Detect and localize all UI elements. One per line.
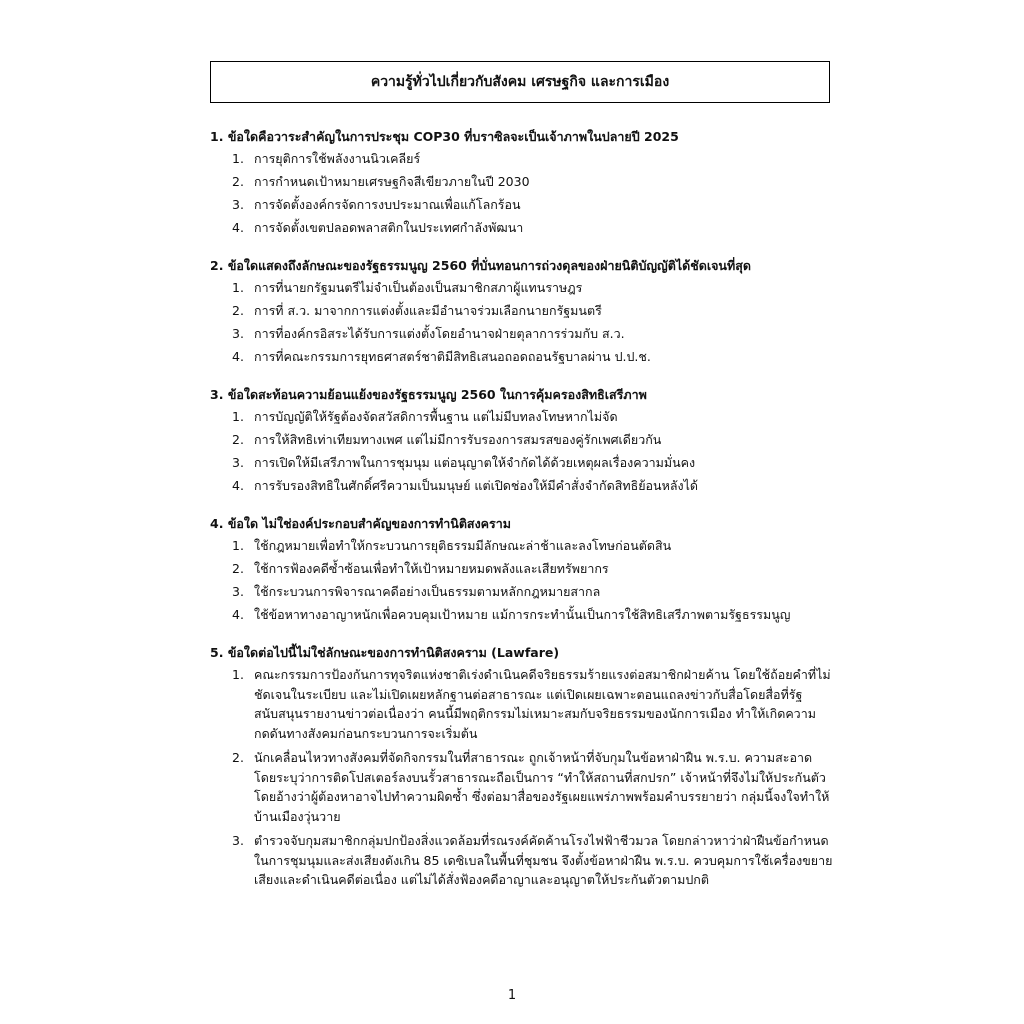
choice-text: การที่นายกรัฐมนตรีไม่จำเป็นต้องเป็นสมาชิกสภาผู้แทนราษฎร [254,280,583,295]
choice-item [210,195,835,215]
choice-text: การที่ ส.ว. มาจากการแต่งตั้งและมีอำนาจร่วมเลือกนายกรัฐมนตรี [254,303,602,318]
choice-text: ใช้ข้อหาทางอาญาหนักเพื่อควบคุมเป้าหมาย แม้การกระทำนั้นเป็นการใช้สิทธิเสรีภาพตามรัฐธรรมนูญ [254,607,791,622]
choice-item [210,559,835,579]
choice-text: การจัดตั้งองค์กรจัดการงบประมาณเพื่อแก้โลกร้อน [254,197,521,212]
choice-list [210,407,835,496]
choice-item [210,430,835,450]
choice-text: การจัดตั้งเขตปลอดพลาสติกในประเทศกำลังพัฒนา [254,220,524,235]
choice-text: ตำรวจจับกุมสมาชิกกลุ่มปกป้องสิ่งแวดล้อมที่รณรงค์คัดค้านโรงไฟฟ้าชีวมวล โดยกล่าวหาว่าฝ่าฝืนข้อกำหนดในการชุมนุมและส่งเสียงดังเกิน 85 เดซิเบลในพื้นที่ชุมชน จึงตั้งข้อหาฝ่าฝืน พ.ร.บ. ควบคุมการใช้เครื่องขยายเสียงและดำเนินคดีต่อเนื่อง แต่ไม่ได้สั่งฟ้องคดีอาญาและอนุญาตให้ประกันตัวตามปกติ [254,833,833,887]
choice-text: การยุติการใช้พลังงานนิวเคลียร์ [254,151,421,166]
choice-text: การที่คณะกรรมการยุทธศาสตร์ชาติมีสิทธิเสนอถอดถอนรัฐบาลผ่าน ป.ป.ช. [254,349,651,364]
question-title: 3. ข้อใดสะท้อนความย้อนแย้งของรัฐธรรมนูญ 2560 ในการคุ้มครองสิทธิเสรีภาพ [210,387,647,402]
choice-list [210,278,835,367]
choice-item [210,347,835,367]
choice-number: 2. [232,303,244,318]
choice-text: นักเคลื่อนไหวทางสังคมที่จัดกิจกรรมในที่สาธารณะ ถูกเจ้าหน้าที่จับกุมในข้อหาฝ่าฝืน พ.ร.บ. ความสะอาด โดยระบุว่าการติดโปสเตอร์ลงบนรั้วสาธารณะถือเป็นการ “ทำให้สถานที่สกปรก” เจ้าหน้าที่จึงไม่ให้ประกันตัวโดยอ้างว่าผู้ต้องหาอาจไปทำความผิดซ้ำ ซึ่งต่อมาสื่อของรัฐเผยแพร่ภาพพร้อมคำบรรยายว่า กลุ่มนี้จงใจทำให้บ้านเมืองวุ่นวาย [254,750,830,824]
choice-number: 1. [232,538,244,553]
choice-number: 2. [232,561,244,576]
choice-number: 1. [232,667,244,682]
choice-item [210,301,835,321]
choice-item [210,278,835,298]
choice-item [210,149,835,169]
choice-item [210,453,835,473]
question-1 [210,127,835,238]
choice-item [210,831,835,890]
choice-number: 4. [232,349,244,364]
choice-number: 1. [232,409,244,424]
choice-number: 2. [232,750,244,765]
choice-item [210,476,835,496]
choice-item [210,324,835,344]
choice-item [210,218,835,238]
question-title: 2. ข้อใดแสดงถึงลักษณะของรัฐธรรมนูญ 2560 ที่บั่นทอนการถ่วงดุลของฝ่ายนิติบัญญัติได้ชัดเจนที่สุด [210,258,751,273]
choice-item [210,536,835,556]
choice-text: ใช้กระบวนการพิจารณาคดีอย่างเป็นธรรมตามหลักกฎหมายสากล [254,584,601,599]
choice-item [210,605,835,625]
page-number: 1 [507,988,517,1003]
choice-text: การให้สิทธิเท่าเทียมทางเพศ แต่ไม่มีการรับรองการสมรสของคู่รักเพศเดียวกัน [254,432,662,447]
document-title: ความรู้ทั่วไปเกี่ยวกับสังคม เศรษฐกิจ และการเมือง [370,74,670,90]
choice-list [210,536,835,625]
question-title: 5. ข้อใดต่อไปนี้ไม่ใช่ลักษณะของการทำนิติสงคราม (Lawfare) [210,645,560,660]
question-list [210,127,835,908]
choice-number: 3. [232,326,244,341]
choice-text: ใช้กฎหมายเพื่อทำให้กระบวนการยุติธรรมมีลักษณะล่าช้าและลงโทษก่อนตัดสิน [254,538,672,553]
choice-text: การบัญญัติให้รัฐต้องจัดสวัสดิการพื้นฐาน แต่ไม่มีบทลงโทษหากไม่จัด [254,409,618,424]
question-5 [210,643,835,890]
choice-item [210,748,835,826]
choice-item [210,665,835,743]
choice-number: 3. [232,833,244,848]
question-4 [210,514,835,625]
choice-text: คณะกรรมการป้องกันการทุจริตแห่งชาติเร่งดำเนินคดีจริยธรรมร้ายแรงต่อสมาชิกฝ่ายค้าน โดยใช้ถ้อยคำที่ไม่ชัดเจนในระเบียบ และไม่เปิดเผยหลักฐานต่อสาธารณะ แต่เปิดเผยเฉพาะตอนแถลงข่าวกับสื่อโดยสื่อที่รัฐสนับสนุนรายงานข่าวต่อเนื่องว่า คนนี้มีพฤติกรรมไม่เหมาะสมกับจริยธรรมของนักการเมือง ทำให้เกิดความกดดันทางสังคมก่อนกระบวนการจะเริ่มต้น [254,667,831,741]
choice-number: 2. [232,174,244,189]
choice-list [210,665,835,890]
choice-text: การเปิดให้มีเสรีภาพในการชุมนุม แต่อนุญาตให้จำกัดได้ด้วยเหตุผลเรื่องความมั่นคง [254,455,696,470]
document-title-box [210,61,830,103]
choice-number: 1. [232,151,244,166]
choice-text: การรับรองสิทธิในศักดิ์ศรีความเป็นมนุษย์ แต่เปิดช่องให้มีคำสั่งจำกัดสิทธิย้อนหลังได้ [254,478,699,493]
question-title: 1. ข้อใดคือวาระสำคัญในการประชุม COP30 ที่บราซิลจะเป็นเจ้าภาพในปลายปี 2025 [210,129,679,144]
choice-item [210,407,835,427]
choice-number: 4. [232,478,244,493]
question-2 [210,256,835,367]
question-title: 4. ข้อใด ไม่ใช่องค์ประกอบสำคัญของการทำนิติสงคราม [210,516,512,531]
choice-number: 3. [232,197,244,212]
choice-number: 1. [232,280,244,295]
choice-number: 4. [232,220,244,235]
choice-item [210,582,835,602]
question-3 [210,385,835,496]
choice-item [210,172,835,192]
choice-number: 3. [232,584,244,599]
choice-list [210,149,835,238]
choice-text: ใช้การฟ้องคดีซ้ำซ้อนเพื่อทำให้เป้าหมายหมดพลังและเสียทรัพยากร [254,561,609,576]
choice-number: 3. [232,455,244,470]
choice-text: การที่องค์กรอิสระได้รับการแต่งตั้งโดยอำนาจฝ่ายตุลาการร่วมกับ ส.ว. [254,326,625,341]
choice-number: 4. [232,607,244,622]
choice-text: การกำหนดเป้าหมายเศรษฐกิจสีเขียวภายในปี 2030 [254,174,530,189]
choice-number: 2. [232,432,244,447]
